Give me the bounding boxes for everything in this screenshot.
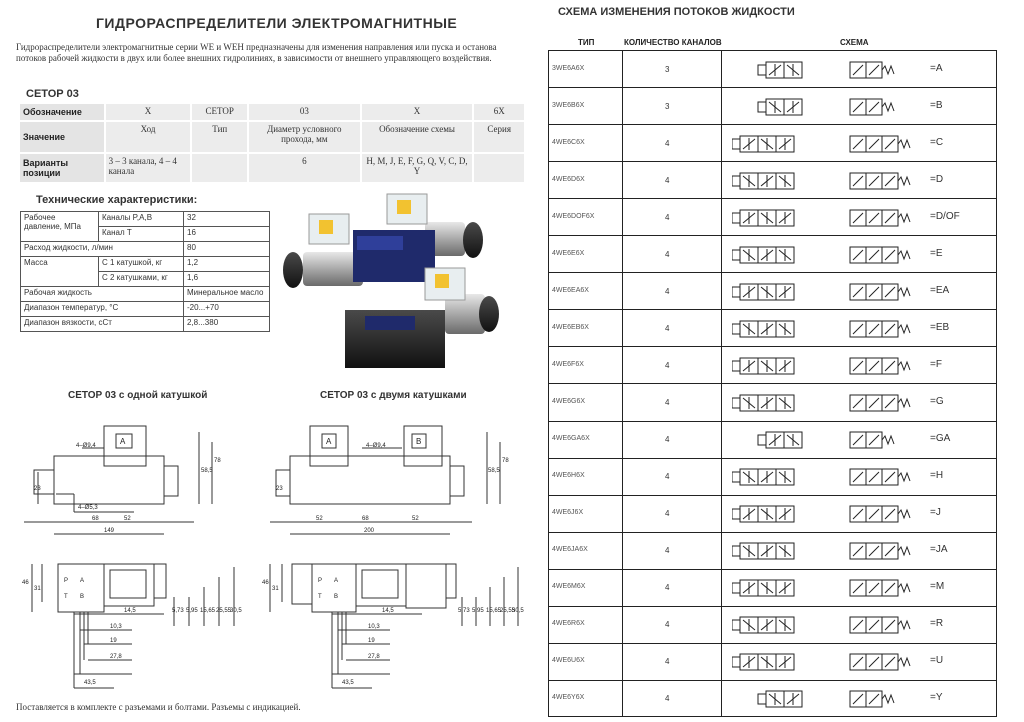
scheme-code: =M (930, 581, 945, 593)
flow-scheme-symbol (732, 540, 922, 562)
dim-label: 30,5 (230, 608, 242, 614)
code-cell (474, 154, 524, 182)
dim-label: 27,8 (110, 654, 122, 660)
tech-sublabel: Канал T (99, 227, 184, 242)
scheme-code: =F (930, 358, 942, 370)
dim-label: 58,5 (488, 468, 500, 474)
dim-label: 200 (364, 528, 375, 534)
code-row-header: Значение (20, 122, 104, 152)
dim-label: 149 (104, 528, 115, 534)
flow-scheme-symbol (732, 577, 922, 599)
valve-type: 4WE6GA6X (552, 435, 590, 443)
flow-scheme-symbol (732, 429, 922, 451)
dim-label: 68 (362, 516, 369, 522)
dim-label: 5,73 (172, 608, 184, 614)
tech-row (21, 287, 270, 302)
scheme-row (549, 199, 996, 236)
flow-scheme-symbol (732, 59, 922, 81)
scheme-row (549, 51, 996, 88)
tech-row (21, 317, 270, 332)
scheme-code: =R (930, 618, 944, 630)
valve-type: 3WE6A6X (552, 64, 585, 72)
ordering-code-table (18, 102, 526, 184)
port-label: P (64, 578, 69, 584)
code-cell: H, M, J, E, F, G, Q, V, C, D, Y (362, 154, 473, 182)
tech-label: Рабочее давление, МПа (21, 212, 99, 242)
scheme-code: =U (930, 655, 944, 667)
channel-count: 3 (665, 101, 670, 111)
scheme-row (549, 607, 996, 644)
tech-title: Технические характеристики: (36, 194, 198, 206)
channel-count: 4 (665, 138, 670, 148)
intro-paragraph: Гидрораспределители электромагнитные серии WE и WEH предназначены для изменения направления или пуска и останова потоков рабочей жидкости в двух или более внешних гидролиниях, в зависимости от внешнего управляющего воздействия. (16, 42, 497, 63)
schemes-table (548, 50, 997, 717)
dim-label: 43,5 (84, 680, 96, 686)
dim-label: 58,5 (201, 468, 213, 474)
scheme-code: =D/OF (930, 210, 960, 222)
scheme-code: =E (930, 247, 943, 259)
scheme-code: =GA (930, 433, 951, 445)
port-label: A (80, 578, 85, 584)
tech-value: Минеральное масло (184, 287, 270, 302)
code-cell: 6X (474, 104, 524, 120)
scheme-row (549, 533, 996, 570)
valve-type: 4WE6D6X (552, 175, 585, 183)
port-label: P (318, 578, 323, 584)
flow-scheme-symbol (732, 392, 922, 414)
flow-scheme-symbol (732, 96, 922, 118)
coil-a-label: A (326, 437, 332, 446)
scheme-row (549, 644, 996, 681)
dim-label: 78 (502, 458, 509, 464)
port-label: B (80, 594, 85, 600)
drawing-double-title: СЕТОР 03 с двумя катушками (320, 390, 467, 401)
scheme-code: =G (930, 396, 944, 408)
scheme-row (549, 162, 996, 199)
dim-label: 15,65 (200, 608, 216, 614)
code-cell (192, 154, 247, 182)
code-row-header: Обозначение (20, 104, 104, 120)
valve-type: 4WE6EB6X (552, 323, 589, 331)
tech-specs-table (20, 211, 270, 332)
flow-scheme-symbol (732, 170, 922, 192)
flow-scheme-symbol (732, 688, 922, 710)
port-label: T (318, 594, 322, 600)
tech-row (21, 242, 270, 257)
channel-count: 4 (665, 509, 670, 519)
dim-label: 52 (412, 516, 419, 522)
valve-type: 4WE6DOF6X (552, 212, 595, 220)
dim-label: 14,5 (382, 608, 394, 614)
dim-label: 46 (22, 580, 29, 586)
channel-count: 4 (665, 175, 670, 185)
code-cell: 3 – 3 канала, 4 – 4 канала (106, 154, 191, 182)
dim-label: 31 (272, 586, 279, 592)
col-header-channels: КОЛИЧЕСТВО КАНАЛОВ (624, 38, 722, 47)
coil-a-label: A (120, 437, 126, 446)
scheme-row (549, 496, 996, 533)
channel-count: 4 (665, 657, 670, 667)
scheme-row (549, 459, 996, 496)
tech-value: 1,6 (184, 272, 270, 287)
coil-b-label: B (416, 437, 422, 446)
tech-value: -20...+70 (184, 302, 270, 317)
dim-label: 52 (316, 516, 323, 522)
dim-label: 4–Ø9,4 (366, 443, 386, 449)
channel-count: 4 (665, 398, 670, 408)
port-label: B (334, 594, 339, 600)
valve-type: 4WE6E6X (552, 249, 585, 257)
port-label: A (334, 578, 339, 584)
flow-scheme-symbol (732, 466, 922, 488)
flow-scheme-symbol (732, 133, 922, 155)
dim-label: 5,95 (186, 608, 198, 614)
code-cell: СЕТОР (192, 104, 247, 120)
code-cell: Тип (192, 122, 247, 152)
flow-scheme-symbol (732, 244, 922, 266)
scheme-code: =H (930, 470, 944, 482)
dim-label: 25,55 (500, 608, 516, 614)
flow-scheme-symbol (732, 503, 922, 525)
dim-label: 4–Ø5,3 (78, 505, 98, 511)
valve-product-image (275, 190, 520, 375)
channel-count: 4 (665, 249, 670, 259)
drawing-single-coil (14, 412, 259, 702)
valve-type: 3WE6B6X (552, 101, 585, 109)
code-cell: Ход (106, 122, 191, 152)
channel-count: 4 (665, 546, 670, 556)
col-header-scheme: СХЕМА (840, 38, 869, 47)
dim-label: 23 (34, 486, 41, 492)
dim-label: 43,5 (342, 680, 354, 686)
code-cell: X (362, 104, 473, 120)
scheme-row (549, 385, 996, 422)
channel-count: 4 (665, 694, 670, 704)
code-cell: X (106, 104, 191, 120)
tech-value: 80 (184, 242, 270, 257)
code-row-designation (20, 104, 524, 120)
valve-type: 4WE6Y6X (552, 694, 585, 702)
tech-sublabel: С 2 катушками, кг (99, 272, 184, 287)
valve-bottom (345, 268, 499, 368)
scheme-row (549, 681, 996, 718)
dim-label: 52 (124, 516, 131, 522)
dim-label: 23 (276, 486, 283, 492)
dim-label: 68 (92, 516, 99, 522)
dim-label: 27,8 (368, 654, 380, 660)
flow-scheme-symbol (732, 614, 922, 636)
schemes-title: СХЕМА ИЗМЕНЕНИЯ ПОТОКОВ ЖИДКОСТИ (558, 6, 795, 18)
channel-count: 4 (665, 286, 670, 296)
flow-scheme-symbol (732, 651, 922, 673)
code-cell: 03 (249, 104, 360, 120)
channel-count: 4 (665, 583, 670, 593)
valve-type: 4WE6U6X (552, 657, 585, 665)
code-row-options (20, 154, 524, 182)
scheme-code: =JA (930, 544, 948, 556)
dim-label: 5,95 (472, 608, 484, 614)
scheme-code: =J (930, 507, 941, 519)
scheme-row (549, 310, 996, 347)
code-cell: Диаметр условного прохода, мм (249, 122, 360, 152)
scheme-code: =C (930, 136, 944, 148)
dim-label: 19 (110, 638, 117, 644)
scheme-code: =D (930, 173, 944, 185)
valve-type: 4WE6JA6X (552, 546, 588, 554)
flow-scheme-symbol (732, 355, 922, 377)
flow-scheme-symbol (732, 318, 922, 340)
code-row-meaning (20, 122, 524, 152)
channel-count: 4 (665, 323, 670, 333)
tech-row (21, 212, 270, 227)
code-row-header: Варианты позиции (20, 154, 104, 182)
dim-label: 15,65 (486, 608, 502, 614)
dim-label: 14,5 (124, 608, 136, 614)
dim-label: 30,5 (512, 608, 524, 614)
dim-label: 78 (214, 458, 221, 464)
scheme-code: =A (930, 62, 943, 74)
tech-label: Масса (21, 257, 99, 287)
tech-sublabel: С 1 катушкой, кг (99, 257, 184, 272)
scheme-code: =B (930, 99, 943, 111)
flow-scheme-symbol (732, 207, 922, 229)
drawing-double-coil (262, 412, 527, 702)
dim-label: 4–Ø9,4 (76, 443, 96, 449)
dim-label: 46 (262, 580, 269, 586)
dim-label: 10,3 (110, 624, 122, 630)
valve-type: 4WE6G6X (552, 398, 586, 406)
scheme-code: =EB (930, 321, 950, 333)
scheme-row (549, 273, 996, 310)
valve-type: 4WE6EA6X (552, 286, 589, 294)
valve-type: 4WE6R6X (552, 620, 585, 628)
valve-type: 4WE6J6X (552, 509, 584, 517)
channel-count: 3 (665, 64, 670, 74)
drawing-single-title: СЕТОР 03 с одной катушкой (68, 390, 208, 401)
code-cell: Серия (474, 122, 524, 152)
col-header-type: ТИП (578, 38, 595, 47)
flow-scheme-symbol (732, 281, 922, 303)
valve-type: 4WE6C6X (552, 138, 585, 146)
channel-count: 4 (665, 212, 670, 222)
tech-label: Рабочая жидкость (21, 287, 184, 302)
tech-row (21, 257, 270, 272)
scheme-code: =EA (930, 284, 950, 296)
scheme-row (549, 422, 996, 459)
dim-label: 19 (368, 638, 375, 644)
tech-label: Диапазон вязкости, сСт (21, 317, 184, 332)
scheme-row (549, 347, 996, 384)
dim-label: 31 (34, 586, 41, 592)
tech-value: 1,2 (184, 257, 270, 272)
tech-label: Диапазон температур, °C (21, 302, 184, 317)
channel-count: 4 (665, 360, 670, 370)
dim-label: 5,73 (458, 608, 470, 614)
valve-type: 4WE6H6X (552, 472, 585, 480)
scheme-row (549, 570, 996, 607)
scheme-code: =Y (930, 692, 943, 704)
tech-value: 2,8...380 (184, 317, 270, 332)
port-label: T (64, 594, 68, 600)
footer-note: Поставляется в комплекте с разъемами и болтами. Разъемы с индикацией. (16, 702, 301, 712)
tech-value: 16 (184, 227, 270, 242)
tech-row (21, 302, 270, 317)
scheme-row (549, 236, 996, 273)
valve-type: 4WE6F6X (552, 360, 584, 368)
valve-type: 4WE6M6X (552, 583, 586, 591)
tech-sublabel: Каналы P,A,B (99, 212, 184, 227)
code-cell: Обозначение схемы (362, 122, 473, 152)
page-title: ГИДРОРАСПРЕДЕЛИТЕЛИ ЭЛЕКТРОМАГНИТНЫЕ (96, 15, 458, 31)
tech-label: Расход жидкости, л/мин (21, 242, 184, 257)
code-cell: 6 (249, 154, 360, 182)
code-section-title: СЕТОР 03 (26, 88, 79, 100)
channel-count: 4 (665, 472, 670, 482)
tech-value: 32 (184, 212, 270, 227)
scheme-row (549, 125, 996, 162)
dim-label: 25,55 (216, 608, 232, 614)
channel-count: 4 (665, 435, 670, 445)
dim-label: 10,3 (368, 624, 380, 630)
channel-count: 4 (665, 620, 670, 630)
scheme-row (549, 88, 996, 125)
